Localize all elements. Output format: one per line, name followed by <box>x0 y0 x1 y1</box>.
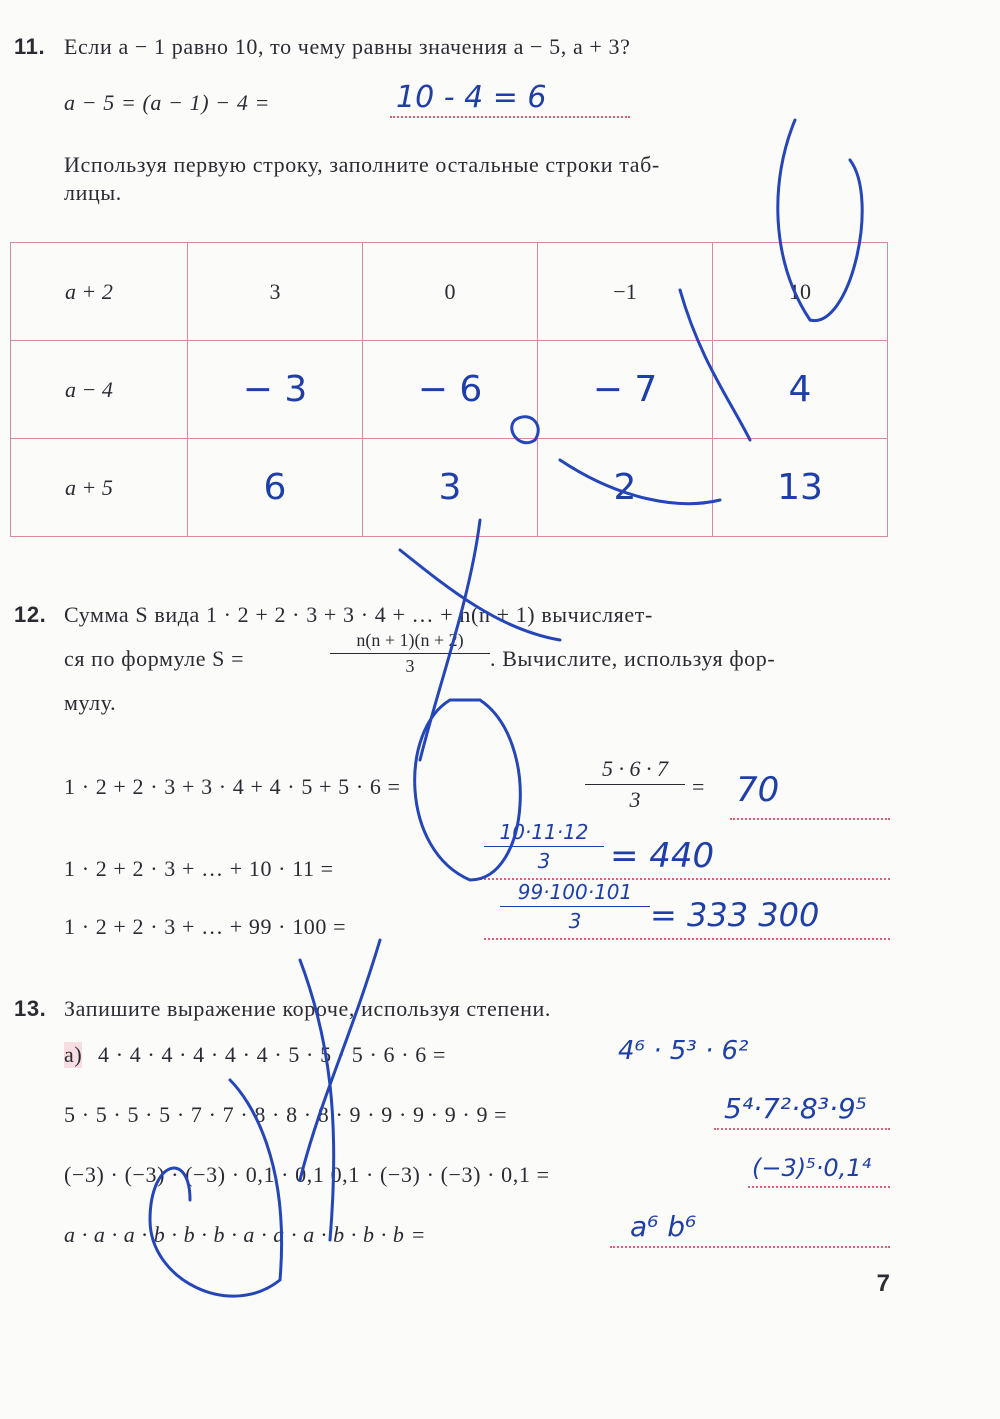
ex12-calc2: 1 · 2 + 2 · 3 + … + 10 · 11 = <box>64 856 334 881</box>
table-cell-handwritten: 6 <box>188 439 363 537</box>
ex11-number: 11. <box>14 34 46 59</box>
ex12-calc1-line <box>730 818 890 820</box>
ex12-calc3: 1 · 2 + 2 · 3 + … + 99 · 100 = <box>64 914 347 939</box>
fraction-denominator: 3 <box>537 849 551 873</box>
table-cell-handwritten: 2 <box>538 439 713 537</box>
row-label: a − 4 <box>11 341 188 439</box>
ex12-calc1: 1 · 2 + 2 · 3 + 3 · 4 + 4 · 5 + 5 · 6 = <box>64 774 401 799</box>
table-cell-handwritten: − 7 <box>538 341 713 439</box>
table-row <box>11 341 888 439</box>
ex12-calc1-answer: 70 <box>736 770 780 810</box>
table-cell: 3 <box>188 243 363 341</box>
fraction-numerator: 99·100·101 <box>517 880 633 904</box>
ex13-number: 13. <box>14 996 47 1021</box>
table-cell-handwritten: 4 <box>713 341 888 439</box>
ex11-instruction-line2: лицы. <box>64 180 122 205</box>
ex12-number: 12. <box>14 602 47 627</box>
ex13-answer2: 5⁴·7²·8³·9⁵ <box>724 1092 867 1125</box>
ex13-expr2: 5 · 5 · 5 · 5 · 7 · 7 · 8 · 8 · 8 · 9 · 9 · 9 · 9 · 9 = <box>64 1102 508 1127</box>
fraction-bar <box>330 653 490 654</box>
ex13-expr1: 4 · 4 · 4 · 4 · 4 · 4 · 5 · 5 · 5 · 6 · 6 = <box>98 1042 446 1067</box>
ex13-expr4: a · a · a · b · b · b · a · a · a · b · b · b = <box>64 1222 427 1247</box>
ex13-answer4: a⁶ b⁶ <box>630 1210 697 1243</box>
ex11-instruction-line1: Используя первую строку, заполните остальные строки таб- <box>64 152 660 177</box>
table-cell: −1 <box>538 243 713 341</box>
ex12-calc3-answer: = 333 300 <box>650 896 820 934</box>
ex13-expr3: (−3) · (−3) · (−3) · 0,1 · 0,1 0,1 · (−3) · (−3) · 0,1 = <box>64 1162 550 1187</box>
fraction-numerator: n(n + 1)(n + 2) <box>356 630 464 650</box>
fraction-denominator: 3 <box>568 909 582 933</box>
ex12-line2-pre: ся по формуле S = <box>64 646 245 671</box>
ex13-item-a-label: а) <box>64 1042 83 1067</box>
ex13-instruction: Запишите выражение короче, используя степени. <box>64 996 551 1021</box>
ex13-answer4-line <box>610 1246 890 1248</box>
ex12-line1: Сумма S вида 1 · 2 + 2 · 3 + 3 · 4 + … + n(n + 1) вычисляет- <box>64 602 653 627</box>
fraction-denominator: 3 <box>629 787 641 812</box>
fraction-bar <box>500 906 650 907</box>
table-cell: 10 <box>713 243 888 341</box>
table-row <box>11 243 888 341</box>
row-label: a + 5 <box>11 439 188 537</box>
ex11-table <box>10 242 888 537</box>
ex12-line2-post: . Вычислите, используя фор- <box>490 646 776 671</box>
ex12-calc1-fraction <box>585 756 685 813</box>
fraction-denominator: 3 <box>405 656 415 676</box>
ex12-formula-fraction <box>330 630 490 677</box>
ex11-answer: 10 - 4 = 6 <box>396 80 547 115</box>
table-cell-handwritten: 13 <box>713 439 888 537</box>
ex13-answer3-line <box>748 1186 890 1188</box>
table-cell-handwritten: 3 <box>363 439 538 537</box>
row-label: a + 2 <box>11 243 188 341</box>
table-cell-handwritten: − 3 <box>188 341 363 439</box>
ex12-calc3-fraction <box>500 880 650 933</box>
fraction-bar <box>585 784 685 785</box>
fraction-numerator: 10·11·12 <box>499 820 589 844</box>
ex13-answer2-line <box>714 1128 890 1130</box>
ex11-question: Если a − 1 равно 10, то чему равны значения a − 5, a + 3? <box>64 34 631 59</box>
table-row <box>11 439 888 537</box>
ex12-line3: мулу. <box>64 690 117 715</box>
ex12-calc2-answer: = 440 <box>610 836 715 876</box>
table-cell: 0 <box>363 243 538 341</box>
ex12-calc3-line <box>484 938 890 940</box>
ex13-answer1: 4⁶ · 5³ · 6² <box>618 1036 749 1066</box>
fraction-numerator: 5 · 6 · 7 <box>602 756 668 781</box>
ex11-formula: a − 5 = (a − 1) − 4 = <box>64 90 270 115</box>
ex12-calc2-fraction <box>484 820 604 873</box>
table-cell-handwritten: − 6 <box>363 341 538 439</box>
ex13-answer3: (−3)⁵·0,1⁴ <box>752 1154 872 1182</box>
fraction-bar <box>484 846 604 847</box>
ex12-calc1-eq: = <box>692 774 706 799</box>
page-number: 7 <box>876 1270 890 1297</box>
ex11-answer-line <box>390 116 630 118</box>
